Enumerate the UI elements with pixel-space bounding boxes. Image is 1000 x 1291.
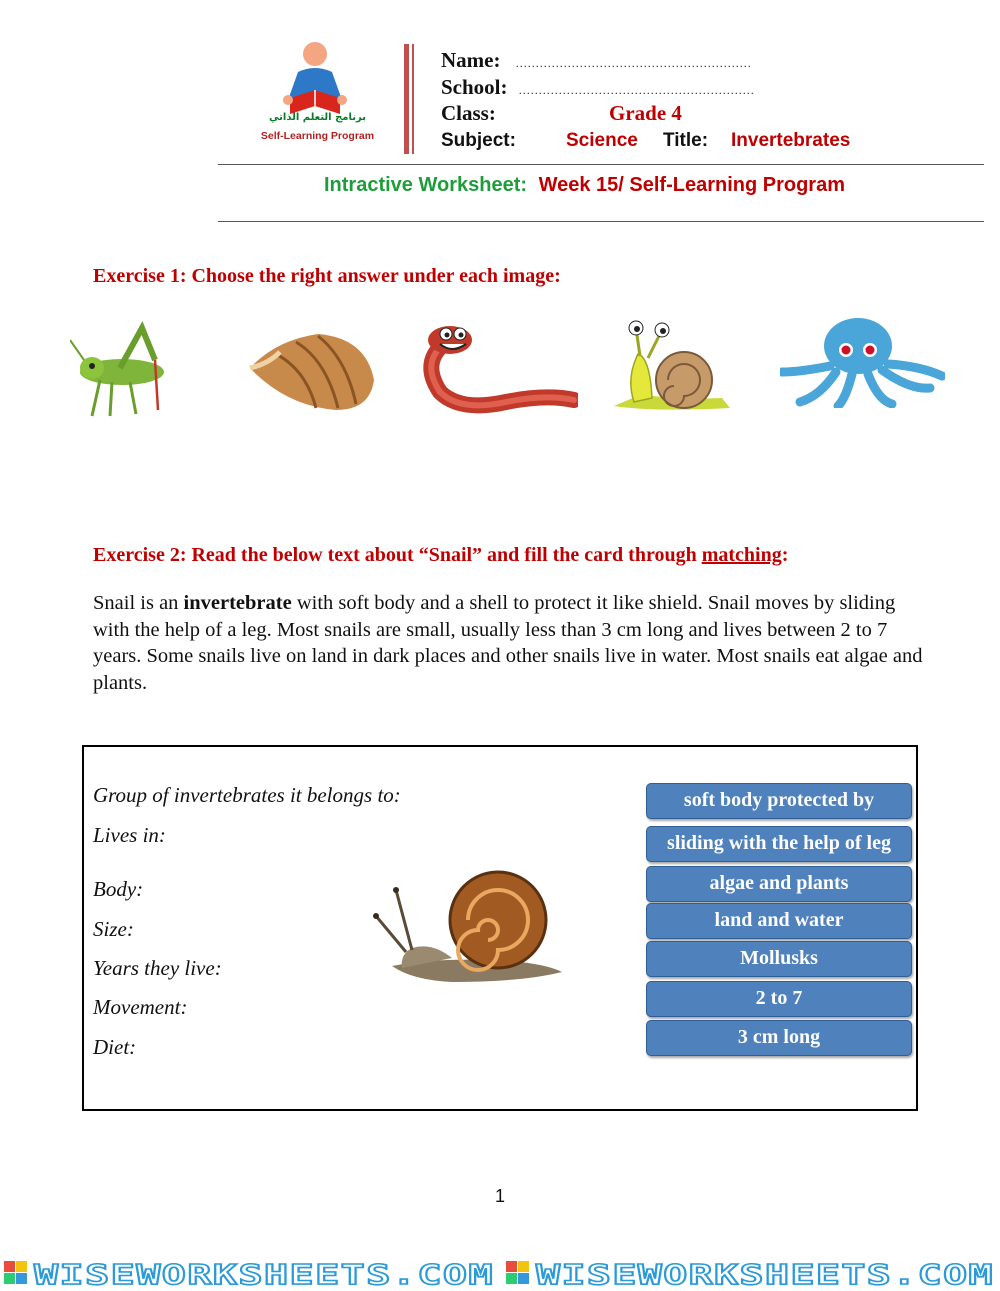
logo-arabic-text: برنامج التعلم الذاتي [269, 112, 366, 123]
school-label: School: [441, 75, 508, 99]
class-label: Class: [441, 101, 496, 125]
exercise-2-title-text: Exercise 2: Read the below text about “Snail” and fill the card through [93, 544, 702, 566]
subject-label: Subject: [441, 130, 516, 151]
option-3cm[interactable]: 3 cm long [646, 1020, 912, 1056]
exercise-2-title [93, 544, 788, 567]
option-sliding[interactable]: sliding with the help of leg [646, 826, 912, 862]
school-row [441, 75, 755, 100]
para-bold-word: invertebrate [183, 592, 292, 614]
svg-text:WISEWORKSHEETS.COM: WISEWORKSHEETS.COM [536, 1258, 994, 1291]
cartoon-snail-image[interactable] [612, 318, 732, 413]
name-blank[interactable]: ........................................................... [515, 56, 752, 70]
field-movement[interactable]: Movement: [93, 995, 188, 1019]
banner-prefix: Intractive Worksheet: [324, 174, 528, 196]
earthworm-image[interactable] [416, 322, 578, 414]
header-divider-thin [412, 44, 414, 154]
svg-text:WISEWORKSHEETS.COM: WISEWORKSHEETS.COM [34, 1258, 494, 1291]
school-blank[interactable]: ........................................................... [518, 83, 755, 97]
name-label: Name: [441, 48, 501, 72]
exercise-1-title: Exercise 1: Choose the right answer under each image: [93, 265, 561, 287]
field-diet[interactable]: Diet: [93, 1035, 137, 1059]
worksheet-banner [324, 174, 845, 197]
header-rule-top [218, 164, 984, 165]
matching-link: matching [701, 544, 782, 566]
grasshopper-image[interactable] [70, 320, 175, 420]
header-rule-bottom [218, 221, 984, 222]
para-part-2: with soft body and a shell to protect it like shield. Snail moves by sliding with the help of a leg. Most snails are small, usually less than 3 cm long and lives between 2 to 7 years. Some snails live on land in dark places and other snails live in water. Most snails eat algae and plants. [93, 592, 923, 694]
snail-photo [372, 862, 564, 988]
option-2-to-7[interactable]: 2 to 7 [646, 981, 912, 1017]
page-number: 1 [494, 1186, 505, 1206]
title-value: Invertebrates [731, 130, 851, 151]
field-body[interactable]: Body: [93, 877, 144, 901]
octopus-image[interactable] [780, 316, 945, 408]
option-land-water[interactable]: land and water [646, 903, 912, 939]
banner-text: Week 15/ Self-Learning Program [538, 174, 845, 196]
field-lives-in[interactable]: Lives in: [93, 823, 166, 847]
exercise-2-title-colon: : [781, 544, 789, 566]
title-label: Title: [663, 130, 709, 151]
option-mollusks[interactable]: Mollusks [646, 941, 912, 977]
name-row [441, 48, 752, 73]
seashell-image[interactable] [246, 330, 378, 415]
class-row [441, 101, 496, 126]
field-group[interactable]: Group of invertebrates it belongs to: [93, 783, 401, 807]
para-part-1: Snail is an [93, 592, 184, 614]
class-value: Grade 4 [609, 101, 682, 125]
logo-english-text: Self-Learning Program [260, 130, 375, 142]
subject-value: Science [566, 130, 638, 151]
field-years[interactable]: Years they live: [93, 956, 222, 980]
option-algae-plants[interactable]: algae and plants [646, 866, 912, 902]
option-soft-body[interactable]: soft body protected by [646, 783, 912, 819]
snail-paragraph [93, 590, 923, 696]
header-divider [404, 44, 409, 154]
wiseworksheets-footer-logo [0, 1255, 1000, 1291]
field-size[interactable]: Size: [93, 917, 134, 941]
